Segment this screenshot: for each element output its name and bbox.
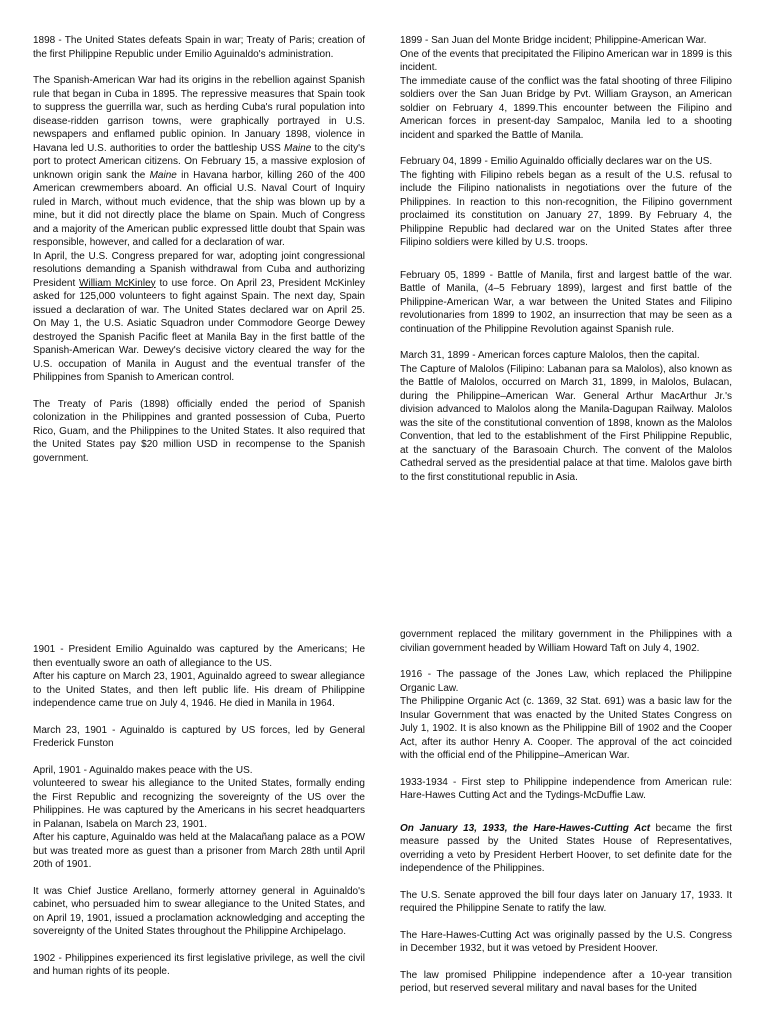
column-top-right [400, 34, 732, 497]
paragraph-after-capture: After his capture on March 23, 1901, Aguinaldo agreed to swear allegiance to the United States, and then left public life. His dream of Philippine independence came true on July 4, 1946. He died in Manila in 1964. [33, 671, 365, 709]
paragraph-1902-legislative: 1902 - Philippines experienced its first legislative privilege, as well the civil and human rights of its people. [33, 952, 365, 977]
paragraph-1933-1934: 1933-1934 - First step to Philippine independence from American rule: Hare-Hawes Cutting Act and the Tydings-McDuffie Law. [400, 776, 732, 801]
hare-hawes-lead: On January 13, 1933, the Hare-Hawes-Cutting Act [400, 822, 651, 834]
william-mckinley-link[interactable]: William McKinley [79, 277, 156, 289]
paragraph-ten-year-transition: The law promised Philippine independence after a 10-year transition period, but reserved several military and naval bases for the United [400, 969, 732, 994]
paragraph-1898-summary: 1898 - The United States defeats Spain in war; Treaty of Paris; creation of the first Philippine Republic under Emilio Aguinaldo's administration. [33, 35, 365, 60]
paragraph-battle-of-manila: February 05, 1899 - Battle of Manila, first and largest battle of the war. Battle of Manila, (4–5 February 1899), largest and first battle of the Philippine-American War, a war between the United States and Filipino revolutionaries from 1899 to 1902, an insurrection that may be seen as a continuation of the Philippine Revolution against Spanish rule. [400, 269, 732, 335]
heading-1901-capture: 1901 - President Emilio Aguinaldo was captured by the Americans; He then eventually swore an oath of allegiance to the US. [33, 644, 365, 669]
paragraph-originally-passed: The Hare-Hawes-Cutting Act was originally passed by the U.S. Congress in December 1932, but it was vetoed by President Hoover. [400, 929, 732, 954]
paragraph-capture-of-malolos: The Capture of Malolos (Filipino: Labanan para sa Malolos), also known as the Battle of Malolos, occurred on March 31, 1899, in Malolos, Bulacan, during the Philippine–American War. General Arthur MacArthur Jr.'s division advanced to Malolos along the Manila-Dagupan Railway. Malolos was the site of the constitutional convention of 1898, known as the Malolos Convention, that led to the establishment of the First Philippine Republic, at the sanctuary of the Barasoain Church. The convent of the Malolos Cathedral served as the presidential palace at that time. Malolos gave birth to the first constitutional republic in Asia. [400, 363, 732, 483]
paragraph-march-23-1901: March 23, 1901 - Aguinaldo is captured by US forces, led by General Frederick Funston [33, 724, 365, 749]
paragraph-congress-prepares-war: In April, the U.S. Congress prepared for war, adopting joint congressional resolutions demanding a Spanish withdrawal from Cuba and authorizing President William McKinley to use force. On April 23, President McKinley asked for 125,000 volunteers to fight against Spain. The next day, Spain issued a declaration of war. The United States declared war on April 25. On May 1, the U.S. Asiatic Squadron under Commodore George Dewey destroyed the Spanish Pacific fleet at Manila Bay in the first battle of the Spanish-American War. Dewey's decisive victory cleared the way for the U.S. occupation of Manila in August and the eventual transfer of the Philippines from Spanish to American control. [33, 250, 365, 383]
paragraph-treaty-of-paris: The Treaty of Paris (1898) officially ended the period of Spanish colonization in the Philippines and granted possession of Cuba, Puerto Rico, Guam, and the Philippines to the United States. It also required that the United States pay $20 million USD in recompense to the Spanish government. [33, 398, 365, 464]
paragraph-swear-allegiance: volunteered to swear his allegiance to the United States, formally ending the First Republic and recognizing the sovereignty of the US over the Philippines. He was captured by the Americans in his secret headquarters in Palanan, Isabela on March 23, 1901. [33, 778, 365, 830]
column-bottom-left [33, 643, 365, 992]
paragraph-senate-approved: The U.S. Senate approved the bill four days later on January 17, 1933. It required the Philippine Senate to ratify the law. [400, 889, 732, 914]
paragraph-bridge-incident-cause: The immediate cause of the conflict was the fatal shooting of three Filipino soldiers over the San Juan Bridge by Pvt. William Grayson, an American soldier on February 4, 1899.This encounter between the Filipino and American forces in present-day Sampaloc, Manila led to a shooting incident and sparked the Battle of Manila. [400, 75, 732, 141]
heading-1899-bridge-incident: 1899 - San Juan del Monte Bridge incident; Philippine-American War. [400, 35, 707, 46]
ship-name-maine: Maine [284, 142, 312, 154]
paragraph-spanish-american-war-origins: The Spanish-American War had its origins in the rebellion against Spanish rule that began in Cuba in 1895. The repressive measures that Spain took to suppress the guerrilla war, such as herding Cuba's rural population into disease-ridden garrison towns, were graphically portrayed in U.S. newspapers and enflamed public opinion. In January 1898, violence in Havana led U.S. authorities to order the battleship USS Maine to the city's port to protect American citizens. On February 15, a massive explosion of unknown origin sank the Maine in Havana harbor, killing 260 of the 400 American crewmembers aboard. An official U.S. Naval Court of Inquiry ruled in March, without much evidence, that the ship was blown up by a mine, but it did not directly place the blame on Spain. Much of Congress and a majority of the American public expressed little doubt that Spain was responsible, however, and called for a declaration of war. [33, 75, 366, 248]
heading-feb-04-1899: February 04, 1899 - Emilio Aguinaldo officially declares war on the US. [400, 156, 713, 167]
heading-1916-jones-law: 1916 - The passage of the Jones Law, which replaced the Philippine Organic Law. [400, 669, 732, 694]
column-top-left [33, 34, 365, 478]
paragraph-malacanang-pow: After his capture, Aguinaldo was held at the Malacañang palace as a POW but was treated more as guest than a prisoner from March 28th until April 20th of 1901. [33, 832, 365, 870]
paragraph-hare-hawes-cutting-act: On January 13, 1933, the Hare-Hawes-Cutting Act became the first measure passed by the United States House of Representatives, overriding a veto by President Herbert Hoover, to set definite date for the independence of the Philippines. [400, 822, 732, 874]
heading-april-1901: April, 1901 - Aguinaldo makes peace with the US. [33, 764, 253, 776]
paragraph-fighting-began: The fighting with Filipino rebels began as a result of the U.S. refusal to include the Filipino nationalists in negotiations over the future of the Philippines. In reaction to this non-recognition, the Filipino government proclaimed its constitution on January 27, 1899. By February 4, the Philippine Republic had declared war on the United States after three Filipino soldiers were killed by U.S. troops. [400, 169, 732, 248]
heading-march-31-1899: March 31, 1899 - American forces capture Malolos, then the capital. [400, 350, 700, 361]
paragraph-chief-justice-arellano: It was Chief Justice Arellano, formerly attorney general in Aguinaldo's cabinet, who persuaded him to swear allegiance to the United States, and on April 19, 1901, issued a proclamation acknowledging and accepting the sovereignty of the United States throughout the Philippine Archipelago. [33, 885, 365, 937]
paragraph-civilian-government: government replaced the military government in the Philippines with a civilian government headed by William Howard Taft on July 4, 1902. [400, 629, 732, 654]
paragraph-philippine-organic-act: The Philippine Organic Act (c. 1369, 32 Stat. 691) was a basic law for the Insular Government that was enacted by the United States Congress on July 1, 1902. It is also known as the Philippine Bill of 1902 and the Cooper Act, after its author Henry A. Cooper. The approval of the act coincided with the official end of the Philippine–American War. [400, 696, 732, 761]
ship-name-maine: Maine [149, 169, 177, 181]
column-bottom-right [400, 628, 732, 1009]
paragraph-bridge-incident-intro: One of the events that precipitated the Filipino American war in 1899 is this incident. [400, 48, 732, 73]
